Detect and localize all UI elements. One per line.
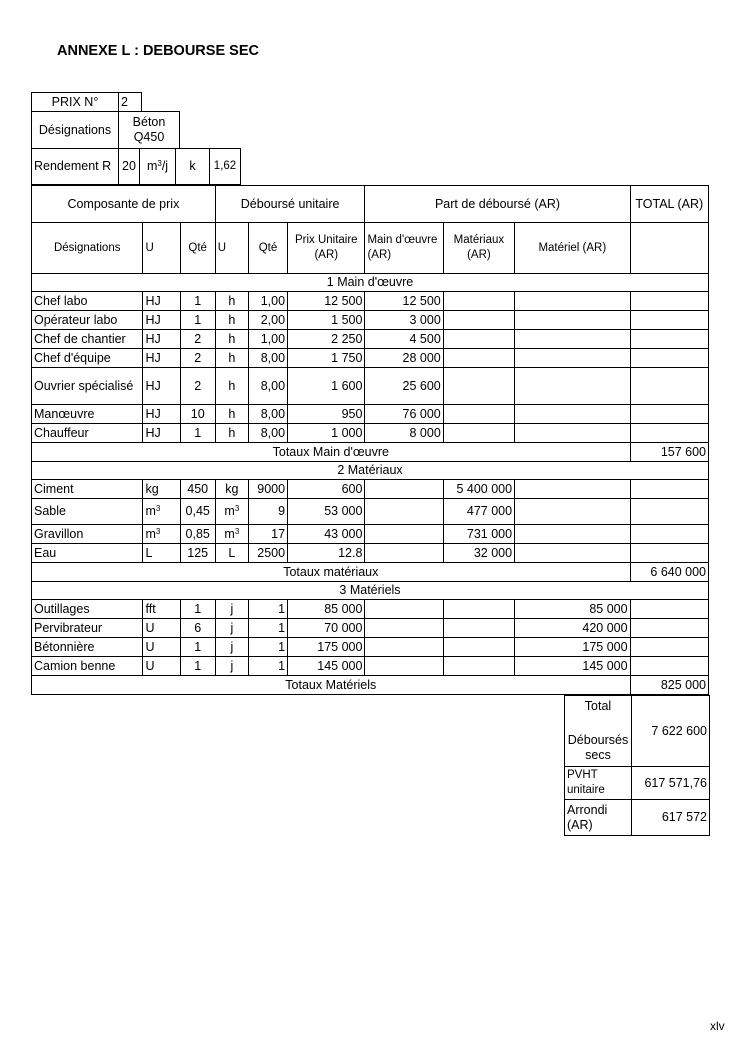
col-debourse-unitaire: Déboursé unitaire [215, 186, 365, 223]
total-value: 6 640 000 [630, 563, 708, 582]
table-row: Bétonnière U 1 j 1 175 000 175 000 [32, 638, 709, 657]
total-debourses-value: 7 622 600 [632, 696, 710, 767]
col-main-oeuvre: Main d'œuvre (AR) [365, 223, 443, 274]
col-designations: Désignations [32, 223, 143, 274]
col-qte1: Qté [180, 223, 215, 274]
table-row: Sable $m^3$ 0,45 $m^3$ 9 53 000 477 000 [32, 499, 709, 525]
k-label: k [176, 149, 210, 185]
table-row: Manœuvre HJ 10 h 8,00 950 76 000 [32, 405, 709, 424]
col-materiaux: Matériaux (AR) [443, 223, 514, 274]
pvht-label: PVHT unitaire [565, 767, 632, 800]
col-prix-unitaire: Prix Unitaire (AR) [288, 223, 365, 274]
table-row: Ciment kg 450 kg 9000 600 5 400 000 [32, 480, 709, 499]
table-row: Outillages fft 1 j 1 85 000 85 000 [32, 600, 709, 619]
table-row: Eau L 125 L 2500 12.8 32 000 [32, 544, 709, 563]
prix-value: 2 [119, 93, 142, 112]
section-title: 3 Matériels [32, 582, 709, 600]
pvht-value: 617 571,76 [632, 767, 710, 800]
section-title: 1 Main d'œuvre [32, 274, 709, 292]
col-part-debourse: Part de déboursé (AR) [365, 186, 630, 223]
page-title: ANNEXE L : DEBOURSE SEC [57, 43, 259, 59]
table-row: Opérateur labo HJ 1 h 2,00 1 500 3 000 [32, 311, 709, 330]
col-u2: U [215, 223, 248, 274]
rendement-value: 20 [119, 149, 140, 185]
designation-value: Béton Q450 [119, 112, 180, 149]
section-title: 2 Matériaux [32, 462, 709, 480]
total-value: 825 000 [630, 676, 708, 695]
table-row: Gravillon $m^3$ 0,85 $m^3$ 17 43 000 731 000 [32, 525, 709, 544]
arrondi-label: Arrondi (AR) [565, 800, 632, 836]
table-row: Chef de chantier HJ 2 h 1,00 2 250 4 500 [32, 330, 709, 349]
table-row: Ouvrier spécialisé HJ 2 h 8,00 1 600 25 600 [32, 368, 709, 405]
table-row: Chauffeur HJ 1 h 8,00 1 000 8 000 [32, 424, 709, 443]
col-qte2: Qté [248, 223, 287, 274]
total-label: Totaux Main d'œuvre [32, 443, 631, 462]
arrondi-value: 617 572 [632, 800, 710, 836]
total-value: 157 600 [630, 443, 708, 462]
rendement-label: Rendement R [32, 149, 119, 185]
table-row: Camion benne U 1 j 1 145 000 145 000 [32, 657, 709, 676]
designations-label: Désignations [32, 112, 119, 149]
table-row: Pervibrateur U 6 j 1 70 000 420 000 [32, 619, 709, 638]
prix-label: PRIX N° [32, 93, 119, 112]
total-debourses-label: Total Déboursés secs [565, 696, 632, 767]
price-header-table [31, 92, 180, 149]
debourse-table [31, 185, 709, 695]
col-u1: U [143, 223, 180, 274]
page-number: xlv [710, 1019, 725, 1033]
col-composante: Composante de prix [32, 186, 216, 223]
table-row: Chef d'équipe HJ 2 h 8,00 1 750 28 000 [32, 349, 709, 368]
rendement-table [31, 148, 241, 185]
col-total: TOTAL (AR) [630, 186, 708, 223]
rendement-unit: $m^3/j$ [140, 149, 176, 185]
table-row: Chef labo HJ 1 h 1,00 12 500 12 500 [32, 292, 709, 311]
total-label: Totaux matériaux [32, 563, 631, 582]
k-value: 1,62 [210, 149, 241, 185]
col-materiel: Matériel (AR) [515, 223, 631, 274]
total-label: Totaux Matériels [32, 676, 631, 695]
col-total-empty [630, 223, 708, 274]
summary-table [564, 695, 710, 836]
